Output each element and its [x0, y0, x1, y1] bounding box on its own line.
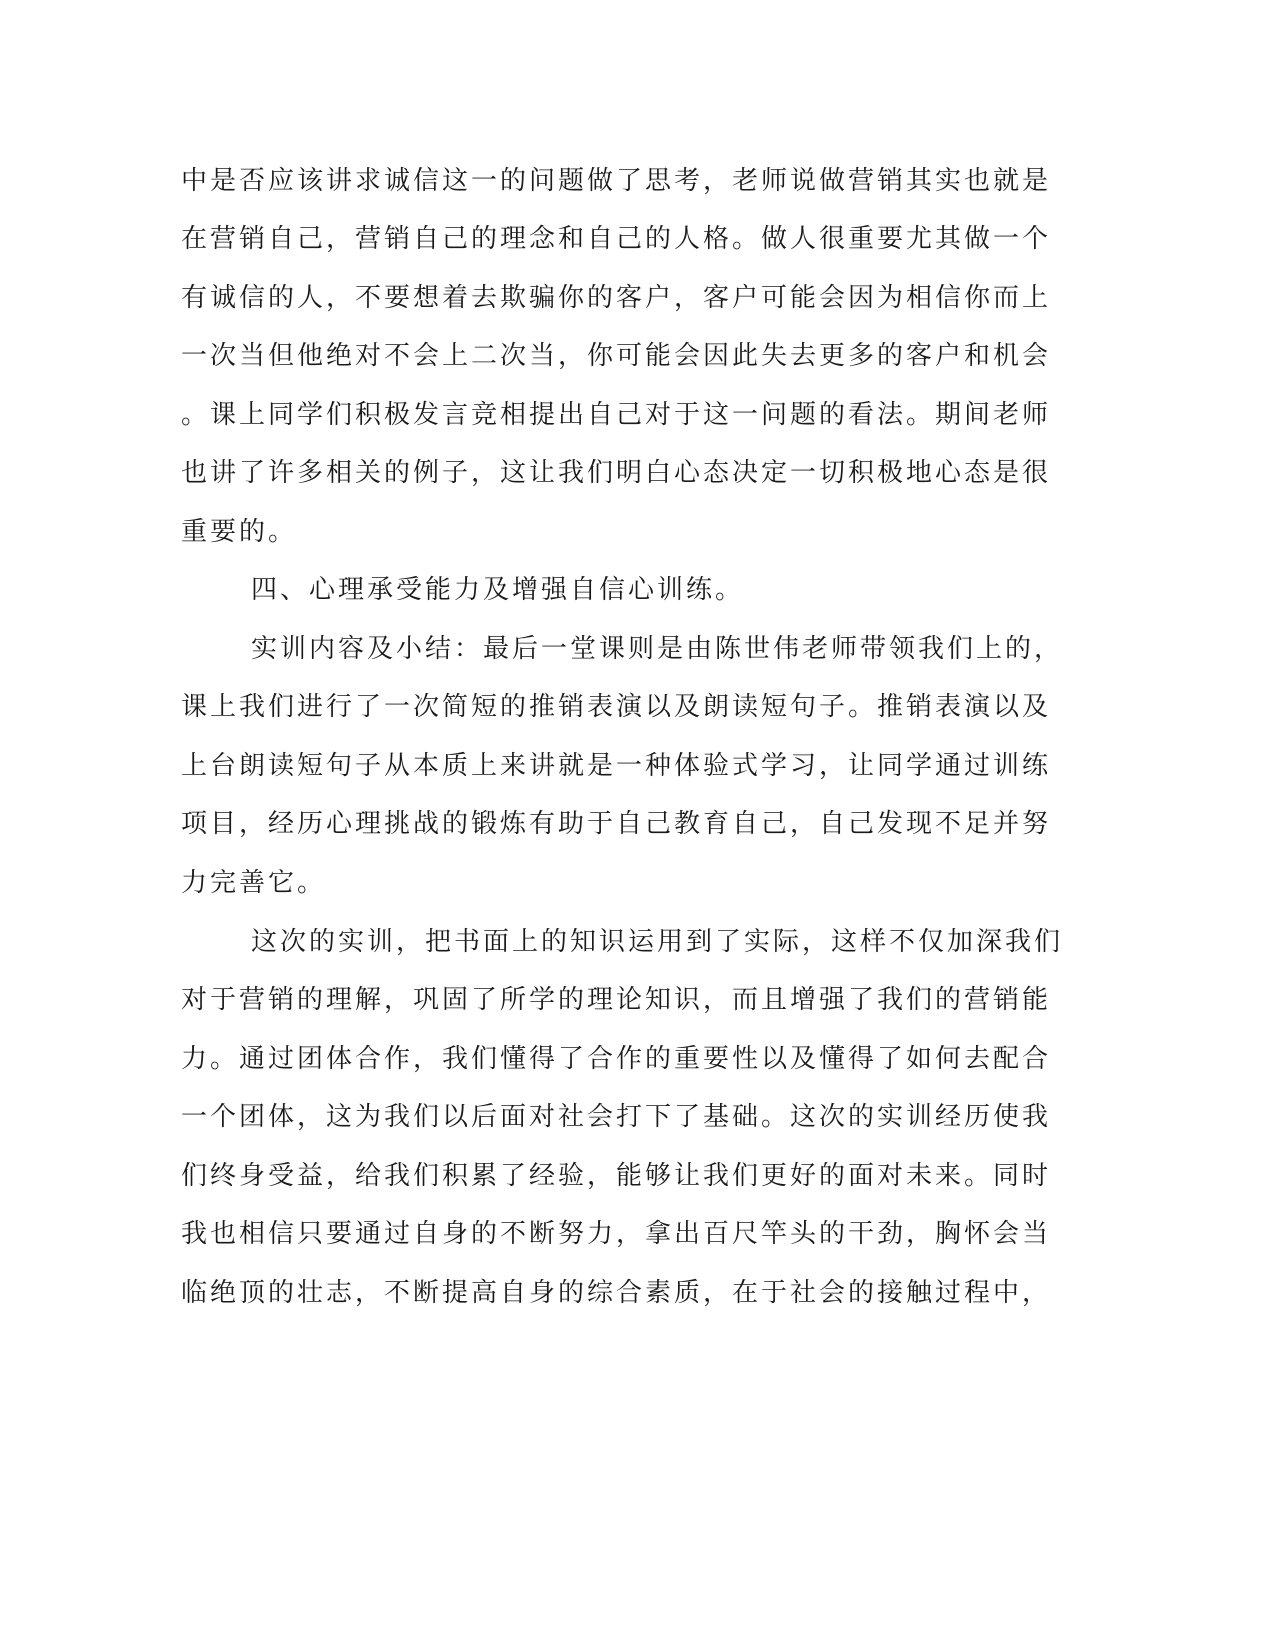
- text-line: 课上我们进行了一次简短的推销表演以及朗读短句子。推销表演以及: [181, 692, 1052, 722]
- text-line: 也讲了许多相关的例子，这让我们明白心态决定一切积极地心态是很: [181, 458, 1052, 488]
- text-line: 实训内容及小结：最后一堂课则是由陈世伟老师带领我们上的，: [251, 634, 1064, 664]
- text-line: 在营销自己，营销自己的理念和自己的人格。做人很重要尤其做一个: [181, 224, 1052, 254]
- text-line: 重要的。: [181, 517, 298, 547]
- text-line: 一次当但他绝对不会上二次当，你可能会因此失去更多的客户和机会: [181, 341, 1052, 371]
- text-line: 力完善它。: [181, 868, 327, 898]
- text-line: 对于营销的理解，巩固了所学的理论知识，而且增强了我们的营销能: [181, 985, 1052, 1015]
- text-line: 。课上同学们积极发言竞相提出自己对于这一问题的看法。期间老师: [181, 400, 1052, 430]
- text-line: 们终身受益，给我们积累了经验，能够让我们更好的面对未来。同时: [181, 1161, 1052, 1191]
- text-line: 一个团体，这为我们以后面对社会打下了基础。这次的实训经历使我: [181, 1102, 1052, 1132]
- text-line: 有诚信的人，不要想着去欺骗你的客户，客户可能会因为相信你而上: [181, 283, 1052, 313]
- text-line: 我也相信只要通过自身的不断努力，拿出百尺竿头的干劲，胸怀会当: [181, 1219, 1052, 1249]
- text-line: 中是否应该讲求诚信这一的问题做了思考，老师说做营销其实也就是: [181, 166, 1052, 196]
- text-line: 临绝顶的壮志，不断提高自身的综合素质，在于社会的接触过程中，: [181, 1278, 1052, 1308]
- section-heading: 四、心理承受能力及增强自信心训练。: [251, 575, 745, 605]
- text-line: 上台朗读短句子从本质上来讲就是一种体验式学习，让同学通过训练: [181, 751, 1052, 781]
- text-line: 项目，经历心理挑战的锻炼有助于自己教育自己，自己发现不足并努: [181, 809, 1052, 839]
- text-line: 这次的实训，把书面上的知识运用到了实际，这样不仅加深我们: [251, 927, 1064, 957]
- text-line: 力。通过团体合作，我们懂得了合作的重要性以及懂得了如何去配合: [181, 1044, 1052, 1074]
